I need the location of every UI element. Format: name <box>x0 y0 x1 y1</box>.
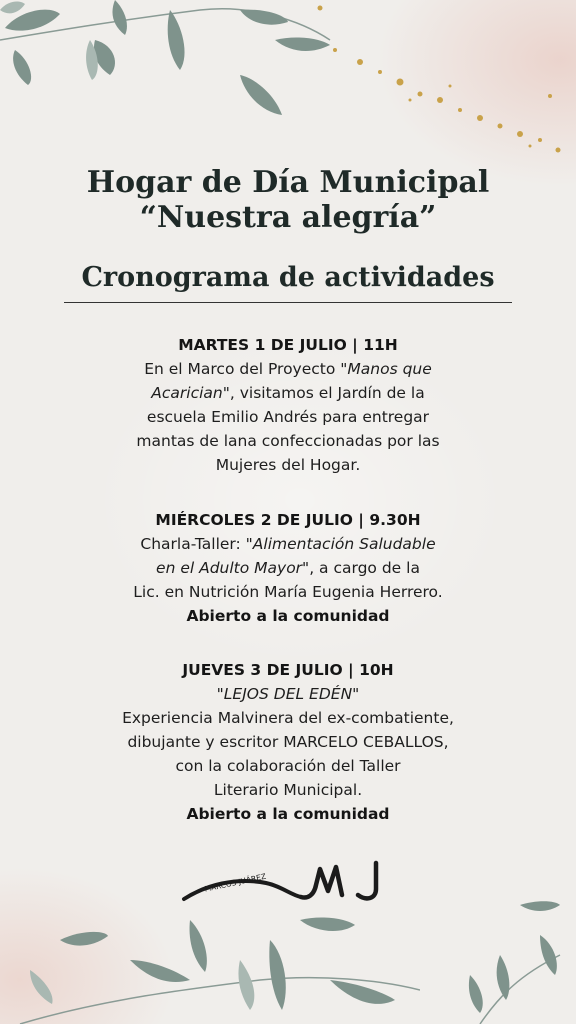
event-text-line: mantas de lana confeccionadas por las <box>136 432 440 450</box>
open-to-community-label: Abierto a la comunidad <box>186 607 390 625</box>
event-text-line: Literario Municipal. <box>213 781 363 799</box>
event-text-line: Lic. en Nutrición María Eugenia Herrero. <box>133 583 443 601</box>
event-heading: JUEVES 3 DE JULIO | 10H <box>182 661 394 679</box>
event-text-line: Mujeres del Hogar. <box>215 456 361 474</box>
event-heading: MIÉRCOLES 2 DE JULIO | 9.30H <box>155 511 421 529</box>
logo-text: MARCOS JUÁREZ <box>203 871 267 894</box>
event-text-line: en el Adulto Mayor", a cargo de la <box>156 559 420 577</box>
page-title-line2: “Nuestra alegría” <box>139 200 437 235</box>
marcos-juarez-logo <box>176 855 400 911</box>
event-text-line: escuela Emilio Andrés para entregar <box>146 408 430 426</box>
event-text-line: Experiencia Malvinera del ex-combatiente, <box>122 709 454 727</box>
event-heading: MARTES 1 DE JULIO | 11H <box>178 336 398 354</box>
event-text-line: Acarician", visitamos el Jardín de la <box>151 384 425 402</box>
gold-flake-accent <box>300 0 576 170</box>
leaf-branch-top-left <box>0 0 340 130</box>
event-text-line: con la colaboración del Taller <box>175 757 401 775</box>
event-block-2 <box>0 508 576 628</box>
event-text-line: En el Marco del Proyecto "Manos que <box>144 360 432 378</box>
schedule-subtitle: Cronograma de actividades <box>81 262 495 293</box>
page-title-line1: Hogar de Día Municipal <box>86 165 490 200</box>
event-quote: "LEJOS DEL EDÉN" <box>216 685 360 703</box>
title-divider <box>64 302 512 303</box>
event-text-line: Charla-Taller: "Alimentación Saludable <box>140 535 436 553</box>
event-block-1 <box>0 333 576 477</box>
leaf-branch-bottom-right <box>460 895 576 1024</box>
event-block-3 <box>0 658 576 826</box>
open-to-community-label: Abierto a la comunidad <box>186 805 390 823</box>
event-text-line: dibujante y escritor MARCELO CEBALLOS, <box>127 733 449 751</box>
leaf-branch-bottom-left <box>0 900 420 1024</box>
